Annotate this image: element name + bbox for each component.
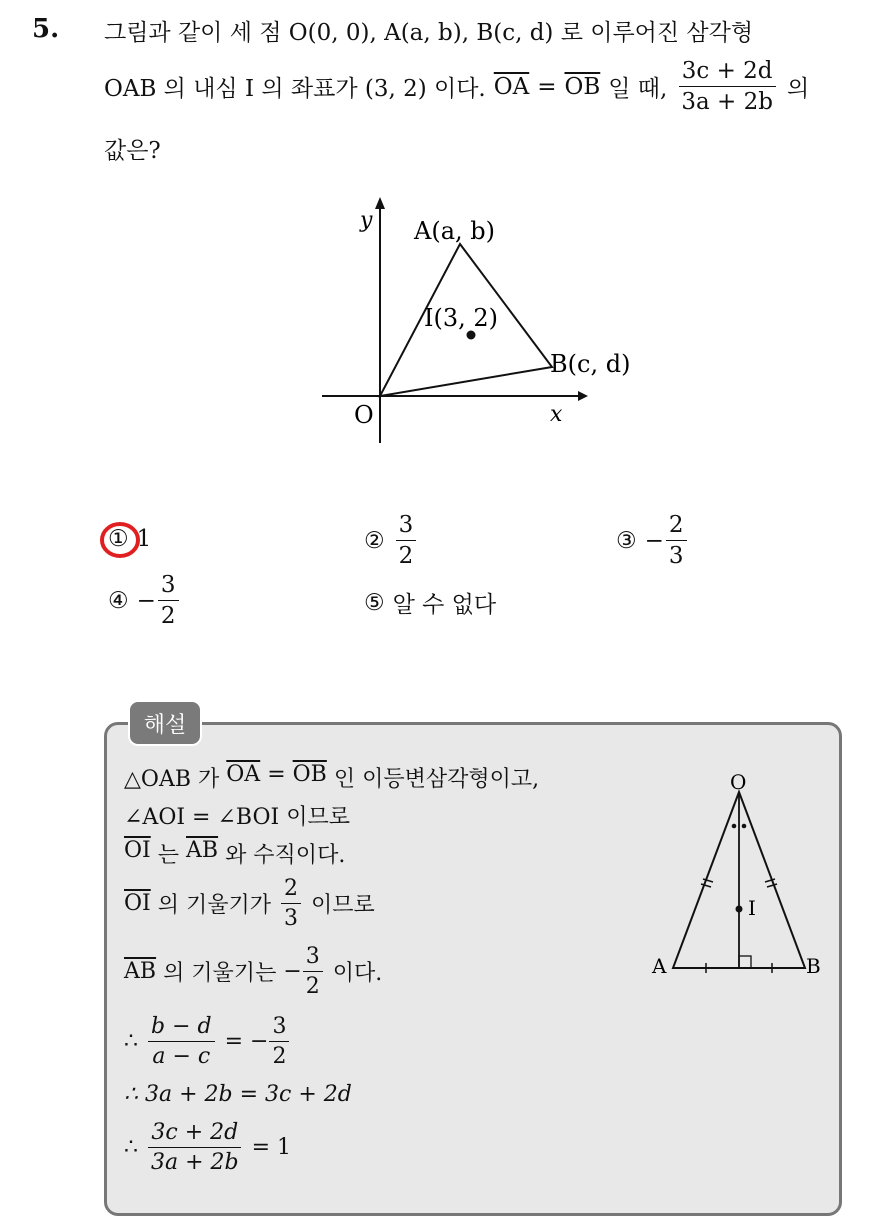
choice-2[interactable] (364, 512, 419, 570)
solution-line-3: $\overline{OI}$ 는 $\overline{AB}$ 와 수직이다. (124, 838, 346, 868)
y-axis-label: y (360, 208, 373, 233)
choice-4[interactable] (108, 572, 182, 630)
question-line-2 (104, 58, 809, 116)
choice-3[interactable] (616, 512, 690, 570)
choice-fraction: $\frac{2}{3}$ (666, 512, 687, 570)
angle-mark-left (732, 824, 737, 829)
choice-mark: ② (364, 527, 385, 554)
solution-line-5: $\overline{AB}$ 의 기울기는 − $\frac{3}{2}$ 이다. (124, 944, 383, 1000)
choice-1[interactable] (108, 526, 151, 552)
right-angle-mark (739, 956, 751, 968)
fraction-numerator: 3c + 2d (679, 58, 776, 87)
solution-line-2: ∠AOI = ∠BOI 이므로 (124, 805, 350, 830)
target-fraction (678, 58, 776, 116)
choice-fraction: $\frac{3}{2}$ (396, 512, 417, 570)
solution-line-7: ∴ 3a + 2b = 3c + 2d (124, 1082, 352, 1107)
solution-figure (640, 762, 840, 982)
solution-line-1: △OAB 가 $\overline{OA}$ = $\overline{OB}$ 인 이등변삼각형이고, (124, 762, 540, 792)
question-text: OAB 의 내심 I 의 좌표가 (3, 2) 이다. (104, 76, 486, 103)
incenter-point (736, 906, 743, 913)
minus-sign: − (644, 527, 664, 554)
question-text: 의 (786, 76, 810, 103)
segment-ob: $\overline{OB}$ (564, 73, 601, 100)
question-line-3: 값은? (104, 138, 161, 164)
equals-sign: = (537, 73, 557, 100)
x-axis-label: x (550, 402, 563, 427)
question-line-1: 그림과 같이 세 점 O(0, 0), A(a, b), B(c, d) 로 이루어진 삼각형 (104, 20, 754, 46)
solution-label-a: A (652, 954, 667, 978)
solution-tag: 해설 (128, 700, 202, 746)
point-a-label: A(a, b) (414, 217, 495, 245)
question-text: 일 때, (608, 76, 668, 103)
choice-mark: ③ (616, 527, 637, 554)
answer-circle-icon (98, 518, 144, 562)
solution-line-4: $\overline{OI}$ 의 기울기가 $\frac{2}{3}$ 이므로 (124, 876, 375, 932)
solution-label-b: B (806, 954, 821, 978)
solution-label-o: O (730, 770, 747, 794)
question-number: 5. (32, 14, 60, 44)
choice-value: 알 수 없다 (392, 592, 497, 618)
choice-mark: ⑤ (364, 589, 385, 616)
x-axis-arrow-icon (578, 391, 588, 401)
solution-line-8: ∴ $\frac{3c + 2d}{3a + 2b}$ = 1 (124, 1120, 292, 1176)
point-b-label: B(c, d) (550, 350, 631, 378)
point-i-label: I(3, 2) (424, 304, 499, 332)
y-axis-arrow-icon (375, 197, 385, 209)
choice-fraction: $\frac{3}{2}$ (158, 572, 179, 630)
minus-sign: − (136, 587, 156, 614)
origin-label: O (354, 401, 374, 429)
solution-label-i: I (748, 896, 756, 920)
choice-5[interactable] (364, 586, 496, 619)
segment-oa: $\overline{OA}$ (493, 73, 530, 100)
angle-mark-right (742, 824, 747, 829)
choice-mark: ④ (108, 587, 129, 614)
solution-line-6: ∴ $\frac{b - d}{a - c}$ = − $\frac{3}{2}$ (124, 1014, 292, 1070)
choice-mark: ① (108, 526, 129, 552)
fraction-denominator: 3a + 2b (681, 89, 773, 116)
question-figure (310, 195, 650, 455)
choice-value: 1 (136, 526, 152, 552)
